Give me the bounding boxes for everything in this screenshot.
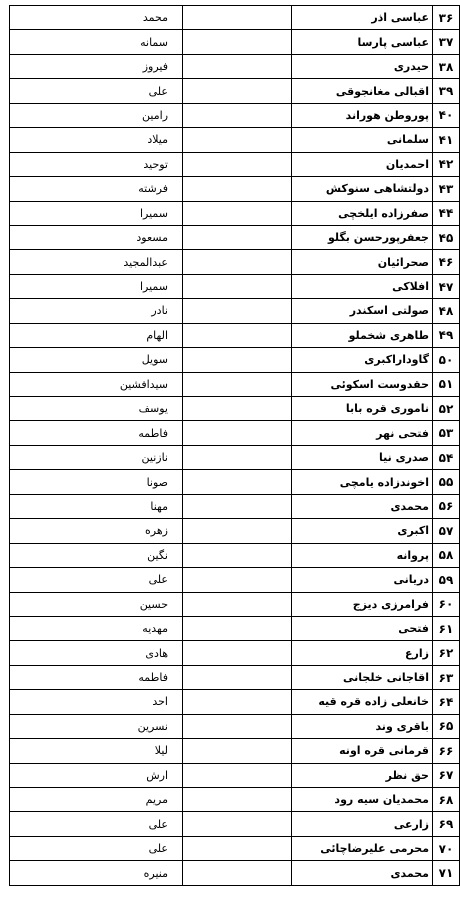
- last-name-cell: پوروطن هوراند: [292, 103, 433, 127]
- last-name-cell: عباسی پارسا: [292, 30, 433, 54]
- last-name-cell: محمدی: [292, 861, 433, 885]
- first-name-cell: علی: [10, 812, 183, 836]
- first-name-cell: نازنین: [10, 445, 183, 469]
- first-name-cell: رامین: [10, 103, 183, 127]
- table-row: [10, 836, 460, 860]
- empty-cell: [183, 79, 292, 103]
- first-name-cell: الهام: [10, 323, 183, 347]
- empty-cell: [183, 54, 292, 78]
- table-row: [10, 494, 460, 518]
- table-row: [10, 6, 460, 30]
- row-number-cell: ۶۴: [433, 690, 460, 714]
- first-name-cell: مهنا: [10, 494, 183, 518]
- table-row: [10, 421, 460, 445]
- empty-cell: [183, 494, 292, 518]
- table-row: [10, 592, 460, 616]
- first-name-cell: سمانه: [10, 30, 183, 54]
- table-row: [10, 177, 460, 201]
- last-name-cell: دولتشاهی سنوکش: [292, 177, 433, 201]
- empty-cell: [183, 323, 292, 347]
- table-row: [10, 103, 460, 127]
- empty-cell: [183, 397, 292, 421]
- last-name-cell: جعفرپورحسن بگلو: [292, 225, 433, 249]
- empty-cell: [183, 372, 292, 396]
- first-name-cell: محمد: [10, 6, 183, 30]
- row-number-cell: ۴۰: [433, 103, 460, 127]
- row-number-cell: ۳۷: [433, 30, 460, 54]
- empty-cell: [183, 128, 292, 152]
- last-name-cell: اقاجانی خلجانی: [292, 665, 433, 689]
- first-name-cell: مهدیه: [10, 616, 183, 640]
- last-name-cell: حق نظر: [292, 763, 433, 787]
- empty-cell: [183, 274, 292, 298]
- row-number-cell: ۴۶: [433, 250, 460, 274]
- empty-cell: [183, 348, 292, 372]
- table-row: [10, 299, 460, 323]
- table-row: [10, 641, 460, 665]
- empty-cell: [183, 714, 292, 738]
- row-number-cell: ۶۷: [433, 763, 460, 787]
- empty-cell: [183, 836, 292, 860]
- table-row: [10, 788, 460, 812]
- row-number-cell: ۵۷: [433, 519, 460, 543]
- empty-cell: [183, 812, 292, 836]
- table-row: [10, 714, 460, 738]
- empty-cell: [183, 763, 292, 787]
- first-name-cell: مریم: [10, 788, 183, 812]
- row-number-cell: ۴۵: [433, 225, 460, 249]
- empty-cell: [183, 543, 292, 567]
- name-list-table: [9, 5, 460, 886]
- last-name-cell: افلاکی: [292, 274, 433, 298]
- empty-cell: [183, 470, 292, 494]
- last-name-cell: زارعی: [292, 812, 433, 836]
- last-name-cell: اقبالی مغانجوقی: [292, 79, 433, 103]
- first-name-cell: فرشته: [10, 177, 183, 201]
- last-name-cell: زارع: [292, 641, 433, 665]
- empty-cell: [183, 665, 292, 689]
- table-row: [10, 665, 460, 689]
- last-name-cell: فتحی نهر: [292, 421, 433, 445]
- name-list-sheet: [9, 5, 454, 903]
- last-name-cell: احمدیان: [292, 152, 433, 176]
- first-name-cell: زهره: [10, 519, 183, 543]
- empty-cell: [183, 421, 292, 445]
- row-number-cell: ۴۱: [433, 128, 460, 152]
- row-number-cell: ۵۸: [433, 543, 460, 567]
- last-name-cell: حیدری: [292, 54, 433, 78]
- table-row: [10, 470, 460, 494]
- first-name-cell: یوسف: [10, 397, 183, 421]
- row-number-cell: ۵۱: [433, 372, 460, 396]
- first-name-cell: لیلا: [10, 739, 183, 763]
- empty-cell: [183, 299, 292, 323]
- last-name-cell: صدری نیا: [292, 445, 433, 469]
- first-name-cell: نگین: [10, 543, 183, 567]
- row-number-cell: ۶۸: [433, 788, 460, 812]
- last-name-cell: قرمانی قره اونه: [292, 739, 433, 763]
- empty-cell: [183, 568, 292, 592]
- row-number-cell: ۵۳: [433, 421, 460, 445]
- first-name-cell: فیروز: [10, 54, 183, 78]
- table-row: [10, 30, 460, 54]
- table-row: [10, 812, 460, 836]
- row-number-cell: ۵۹: [433, 568, 460, 592]
- first-name-cell: هادی: [10, 641, 183, 665]
- empty-cell: [183, 445, 292, 469]
- table-row: [10, 54, 460, 78]
- last-name-cell: صولتی اسکندر: [292, 299, 433, 323]
- row-number-cell: ۶۹: [433, 812, 460, 836]
- table-row: [10, 201, 460, 225]
- row-number-cell: ۶۲: [433, 641, 460, 665]
- first-name-cell: مسعود: [10, 225, 183, 249]
- name-list-body: [10, 6, 460, 886]
- last-name-cell: صحرائیان: [292, 250, 433, 274]
- empty-cell: [183, 519, 292, 543]
- row-number-cell: ۵۰: [433, 348, 460, 372]
- empty-cell: [183, 690, 292, 714]
- row-number-cell: ۳۶: [433, 6, 460, 30]
- row-number-cell: ۶۵: [433, 714, 460, 738]
- table-row: [10, 763, 460, 787]
- row-number-cell: ۶۶: [433, 739, 460, 763]
- first-name-cell: فاطمه: [10, 421, 183, 445]
- empty-cell: [183, 739, 292, 763]
- empty-cell: [183, 201, 292, 225]
- last-name-cell: پروانه: [292, 543, 433, 567]
- first-name-cell: نسرین: [10, 714, 183, 738]
- last-name-cell: سلمانی: [292, 128, 433, 152]
- first-name-cell: علی: [10, 568, 183, 592]
- row-number-cell: ۶۱: [433, 616, 460, 640]
- table-row: [10, 348, 460, 372]
- empty-cell: [183, 30, 292, 54]
- row-number-cell: ۴۷: [433, 274, 460, 298]
- last-name-cell: ناموری قره بابا: [292, 397, 433, 421]
- table-row: [10, 397, 460, 421]
- table-row: [10, 79, 460, 103]
- last-name-cell: باقری وند: [292, 714, 433, 738]
- row-number-cell: ۴۴: [433, 201, 460, 225]
- last-name-cell: عباسی اذر: [292, 6, 433, 30]
- first-name-cell: صونا: [10, 470, 183, 494]
- row-number-cell: ۶۳: [433, 665, 460, 689]
- row-number-cell: ۴۸: [433, 299, 460, 323]
- first-name-cell: سویل: [10, 348, 183, 372]
- first-name-cell: سیدافشین: [10, 372, 183, 396]
- row-number-cell: ۵۲: [433, 397, 460, 421]
- row-number-cell: ۵۴: [433, 445, 460, 469]
- table-row: [10, 274, 460, 298]
- first-name-cell: علی: [10, 836, 183, 860]
- empty-cell: [183, 103, 292, 127]
- last-name-cell: فتحی: [292, 616, 433, 640]
- last-name-cell: حقدوست اسکوئی: [292, 372, 433, 396]
- table-row: [10, 250, 460, 274]
- row-number-cell: ۷۱: [433, 861, 460, 885]
- empty-cell: [183, 616, 292, 640]
- last-name-cell: اکبری: [292, 519, 433, 543]
- first-name-cell: منیره: [10, 861, 183, 885]
- first-name-cell: فاطمه: [10, 665, 183, 689]
- empty-cell: [183, 6, 292, 30]
- last-name-cell: فرامرزی دیزج: [292, 592, 433, 616]
- last-name-cell: محرمی علیرضاچائی: [292, 836, 433, 860]
- last-name-cell: صفرزاده ایلخچی: [292, 201, 433, 225]
- first-name-cell: توحید: [10, 152, 183, 176]
- last-name-cell: طاهری شخملو: [292, 323, 433, 347]
- first-name-cell: علی: [10, 79, 183, 103]
- empty-cell: [183, 152, 292, 176]
- table-row: [10, 323, 460, 347]
- empty-cell: [183, 641, 292, 665]
- table-row: [10, 128, 460, 152]
- table-row: [10, 568, 460, 592]
- row-number-cell: ۳۸: [433, 54, 460, 78]
- first-name-cell: سمیرا: [10, 274, 183, 298]
- first-name-cell: عبدالمجید: [10, 250, 183, 274]
- first-name-cell: سمیرا: [10, 201, 183, 225]
- first-name-cell: حسین: [10, 592, 183, 616]
- last-name-cell: محمدیان سیه رود: [292, 788, 433, 812]
- row-number-cell: ۵۶: [433, 494, 460, 518]
- table-row: [10, 543, 460, 567]
- table-row: [10, 519, 460, 543]
- empty-cell: [183, 592, 292, 616]
- row-number-cell: ۵۵: [433, 470, 460, 494]
- first-name-cell: نادر: [10, 299, 183, 323]
- first-name-cell: میلاد: [10, 128, 183, 152]
- first-name-cell: ارش: [10, 763, 183, 787]
- empty-cell: [183, 861, 292, 885]
- table-row: [10, 372, 460, 396]
- row-number-cell: ۴۹: [433, 323, 460, 347]
- last-name-cell: محمدی: [292, 494, 433, 518]
- table-row: [10, 690, 460, 714]
- row-number-cell: ۴۲: [433, 152, 460, 176]
- table-row: [10, 739, 460, 763]
- last-name-cell: اخوندزاده یامچی: [292, 470, 433, 494]
- table-row: [10, 152, 460, 176]
- empty-cell: [183, 250, 292, 274]
- first-name-cell: احد: [10, 690, 183, 714]
- table-row: [10, 225, 460, 249]
- empty-cell: [183, 788, 292, 812]
- empty-cell: [183, 225, 292, 249]
- table-row: [10, 861, 460, 885]
- row-number-cell: ۷۰: [433, 836, 460, 860]
- table-row: [10, 616, 460, 640]
- table-row: [10, 445, 460, 469]
- last-name-cell: دریانی: [292, 568, 433, 592]
- row-number-cell: ۶۰: [433, 592, 460, 616]
- last-name-cell: خانعلی زاده قره قیه: [292, 690, 433, 714]
- row-number-cell: ۴۳: [433, 177, 460, 201]
- row-number-cell: ۳۹: [433, 79, 460, 103]
- last-name-cell: گاوداراکبری: [292, 348, 433, 372]
- empty-cell: [183, 177, 292, 201]
